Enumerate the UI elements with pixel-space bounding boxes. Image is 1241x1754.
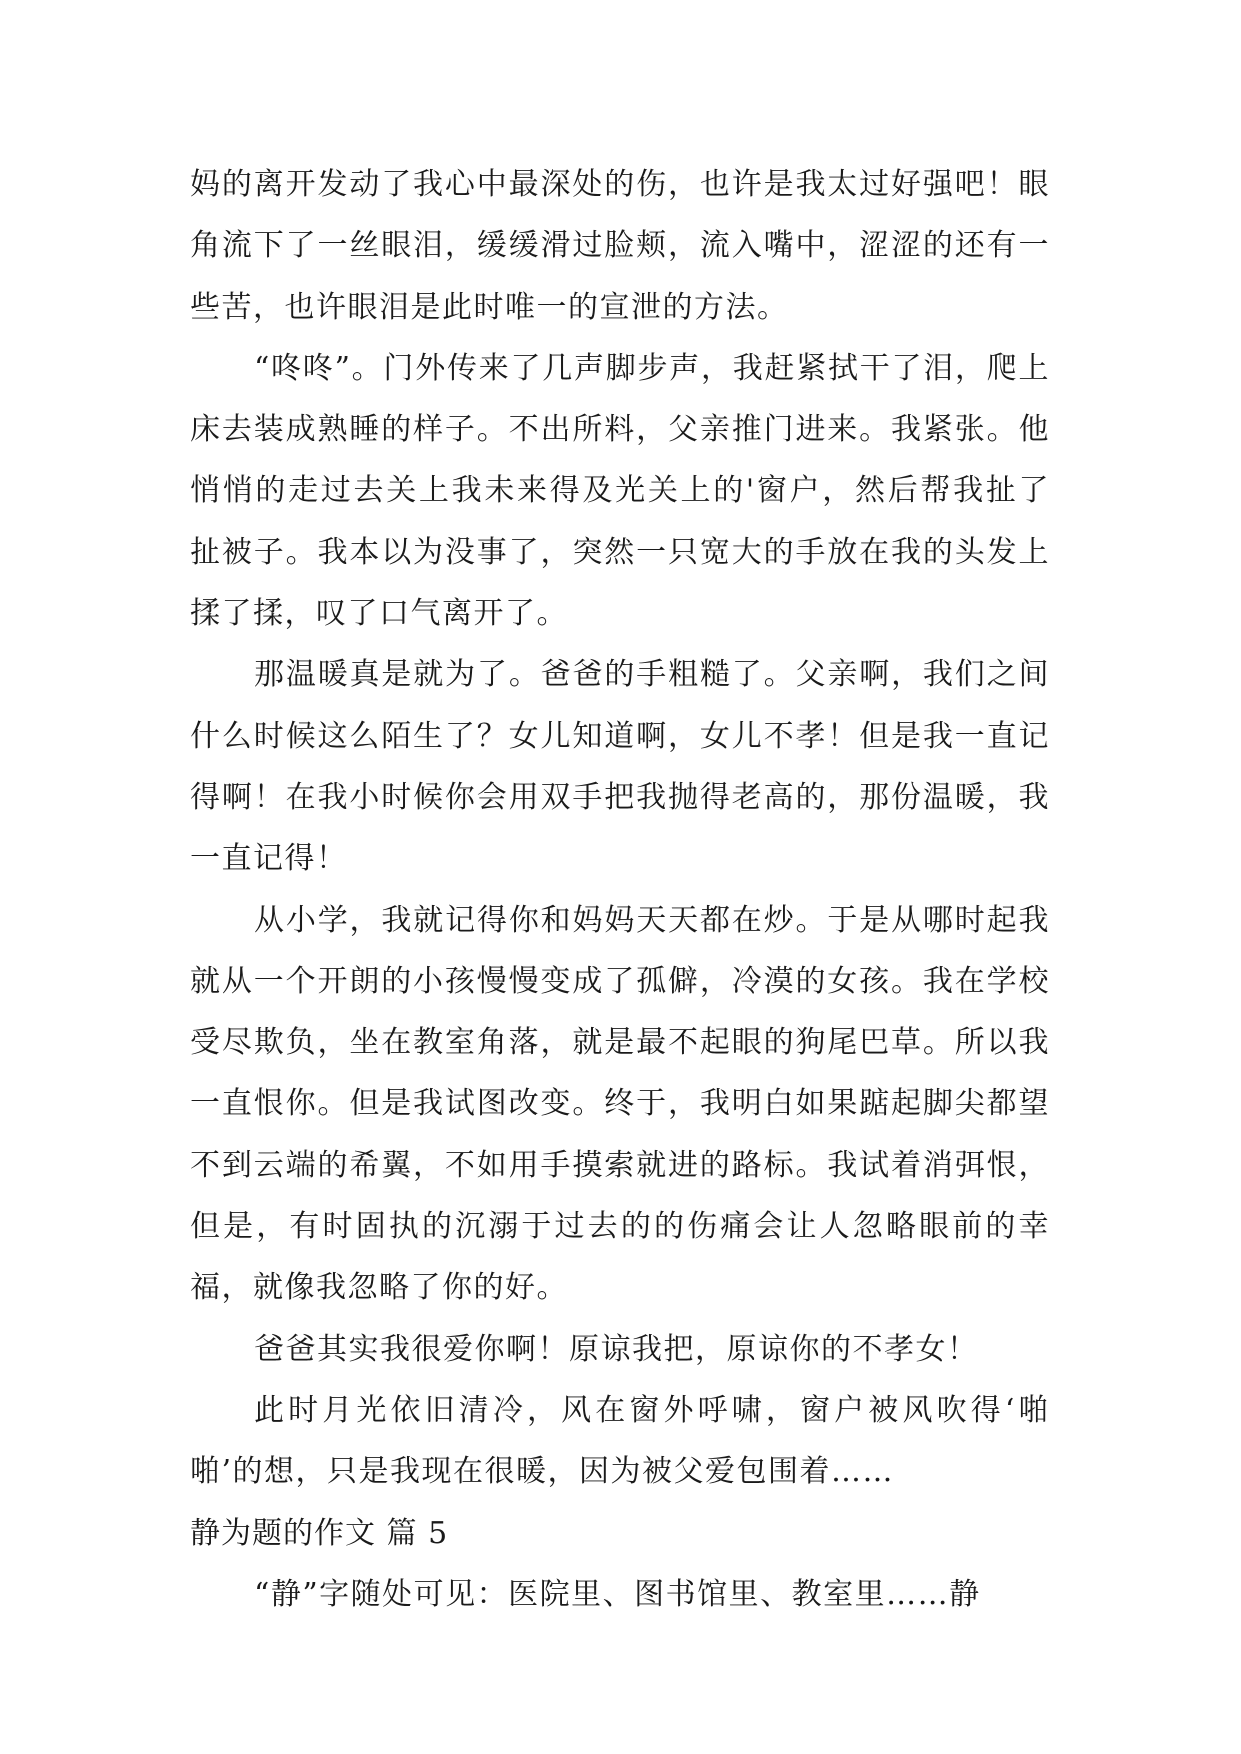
paragraph-warmth: 那温暖真是就为了。爸爸的手粗糙了。父亲啊，我们之间什么时候这么陌生了？女儿知道啊，女儿不孝！但是我一直记得啊！在我小时候你会用双手把我抛得老高的，那份温暖，我一直记得！ <box>190 657 1050 877</box>
paragraph-footsteps: “咚咚”。门外传来了几声脚步声，我赶紧拭干了泪，爬上床去装成熟睡的样子。不出所料，父亲推门进来。我紧张。他悄悄的走过去关上我未来得及光关上的'窗户，然后帮我扯了扯被子。我本以为没事了，突然一只宽大的手放在我的头发上揉了揉，叹了口气离开了。 <box>190 350 1050 632</box>
paragraph-moonlight: 此时月光依旧清冷，风在窗外呼啸，窗户被风吹得‘啪啪’的想，只是我现在很暖，因为被父爱包围着…… <box>190 1392 1050 1490</box>
paragraph-quiet-intro: “静”字随处可见：医院里、图书馆里、教室里……静 <box>254 1576 981 1612</box>
paragraph-continued: 妈的离开发动了我心中最深处的伤，也许是我太过好强吧！眼角流下了一丝眼泪，缓缓滑过脸颊，流入嘴中，涩涩的还有一些苦，也许眼泪是此时唯一的宣泄的方法。 <box>190 167 1050 325</box>
paragraph-apology: 爸爸其实我很爱你啊！原谅我把，原谅你的不孝女！ <box>254 1331 979 1367</box>
article-body <box>190 154 1050 1625</box>
section-heading: 静为题的作文 篇 5 <box>190 1515 449 1551</box>
paragraph-childhood: 从小学，我就记得你和妈妈天天都在炒。于是从哪时起我就从一个开朗的小孩慢慢变成了孤僻，冷漠的女孩。我在学校受尽欺负，坐在教室角落，就是最不起眼的狗尾巴草。所以我一直恨你。但是我试图改变。终于，我明白如果踮起脚尖都望不到云端的希翼，不如用手摸索就进的路标。我试着消弭恨，但是，有时固执的沉溺于过去的的伤痛会让人忽略眼前的幸福，就像我忽略了你的好。 <box>190 902 1050 1306</box>
